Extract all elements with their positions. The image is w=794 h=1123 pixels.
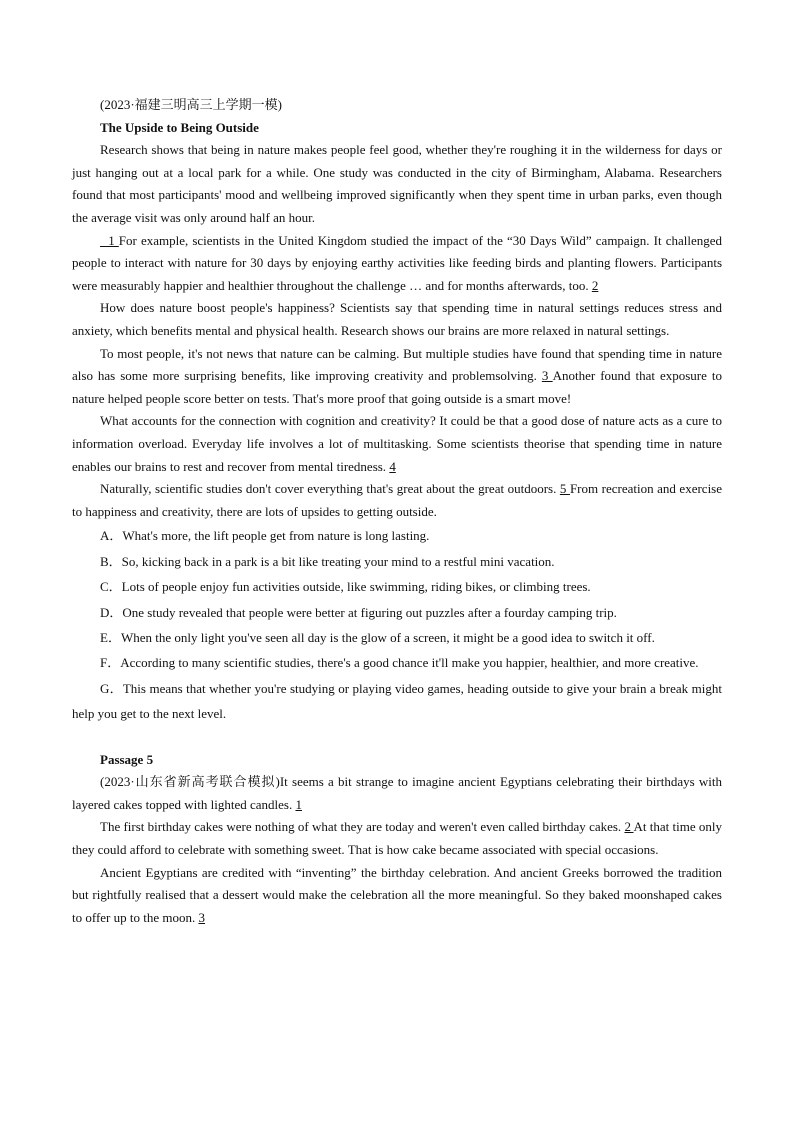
passage-5-paragraph-1 (72, 771, 722, 816)
passage-5-paragraph-2 (72, 816, 722, 861)
paragraph-2 (72, 230, 722, 298)
option-d: D．One study revealed that people were better at figuring out puzzles after a fourday camping trip. (100, 604, 617, 620)
options-list (72, 523, 722, 726)
paragraph-4 (72, 343, 722, 411)
document-page (72, 94, 722, 929)
passage-5-blank-2: 2 (624, 819, 634, 835)
passage-5-paragraph-2-text-b: At that time only they could afford to celebrate with something sweet. That is how cake became associated with special occasions. (72, 819, 722, 857)
option-e: E．When the only light you've seen all day is the glow of a screen, it might be a good idea to switch it off. (100, 629, 655, 645)
paragraph-3: How does nature boost people's happiness? Scientists say that spending time in natural settings reduces stress and anxiety, which benefits mental and physical health. Research shows our brains are more relaxed in natural settings. (72, 300, 722, 338)
blank-2: 2 (591, 277, 599, 293)
paragraph-4-text-a: To most people, it's not news that nature can be calming. But multiple studies have found that spending time in nature also has some more surprising benefits, like improving creativity and problemsolving. (72, 345, 722, 384)
option-b: B．So, kicking back in a park is a bit like treating your mind to a restful mini vacation. (100, 553, 555, 569)
passage-5-paragraph-3 (72, 862, 722, 930)
paragraph-2-text: For example, scientists in the United Kingdom studied the impact of the “30 Days Wild” campaign. It challenged people to interact with nature for 30 days by enjoying earthy activities like feeding birds and planting flowers. Participants were measurably happier and healthier throughout the challenge … and for months afterwards, too. (72, 232, 722, 293)
blank-5: 5 (559, 481, 570, 497)
passage-5-heading: Passage 5 (100, 751, 154, 767)
passage-5-paragraph-3-text: Ancient Egyptians are credited with “inventing” the birthday celebration. And ancient Greeks borrowed the tradition but rightfully realised that a dessert would make the celebration all the more meaningful. So they baked moonshaped cakes to offer up to the moon. (72, 864, 722, 925)
passage-title: The Upside to Being Outside (100, 119, 259, 135)
blank-1: 1 (100, 232, 119, 248)
option-f: F．According to many scientific studies, there's a good chance it'll make you happier, healthier, and more creative. (100, 655, 699, 671)
passage-5-paragraph-2-text-a: The first birthday cakes were nothing of what they are today and weren't even called birthday cakes. (100, 819, 625, 835)
option-a: A．What's more, the lift people get from nature is long lasting. (100, 528, 430, 544)
passage-5-blank-1: 1 (295, 796, 302, 812)
passage-5-source: (2023·山东省新高考联合模拟) (100, 774, 280, 790)
passage-5-paragraph-1-text: It seems a bit strange to imagine ancient Egyptians celebrating their birthdays with layered cakes topped with lighted candles. (72, 774, 722, 812)
option-g: G．This means that whether you're studying or playing video games, heading outside to give your brain a break might help you get to the next level. (72, 680, 722, 722)
option-c: C．Lots of people enjoy fun activities outside, like swimming, riding bikes, or climbing trees. (100, 579, 591, 595)
paragraph-6-text-a: Naturally, scientific studies don't cover everything that's great about the great outdoors. (100, 481, 560, 497)
paragraph-6 (72, 478, 722, 523)
blank-3: 3 (541, 368, 553, 384)
passage-5-blank-3: 3 (198, 909, 205, 925)
paragraph-5-text: What accounts for the connection with cognition and creativity? It could be that a good dose of nature acts as a cure to information overload. Everyday life involves a lot of multitasking. Some scientists theorise that spending time in nature enables our brains to rest and recover from mental tiredness. (72, 413, 722, 474)
paragraph-6-text-b: From recreation and exercise to happiness and creativity, there are lots of upsides to getting outside. (72, 481, 723, 519)
passage-source: (2023·福建三明高三上学期一模) (100, 97, 282, 112)
paragraph-5 (72, 410, 722, 478)
paragraph-1: Research shows that being in nature makes people feel good, whether they're roughing it in the wilderness for days or just hanging out at a local park for a while. One study was conducted in the city of Birmingham, Alabama. Researchers found that most participants' mood and wellbeing improved significantly when they spent time in urban parks, even though the average visit was only around half an hour. (72, 142, 722, 225)
blank-4: 4 (389, 458, 396, 474)
paragraph-4-text-b: Another found that exposure to nature helped people score better on tests. That's more proof that going outside is a smart move! (72, 368, 722, 406)
